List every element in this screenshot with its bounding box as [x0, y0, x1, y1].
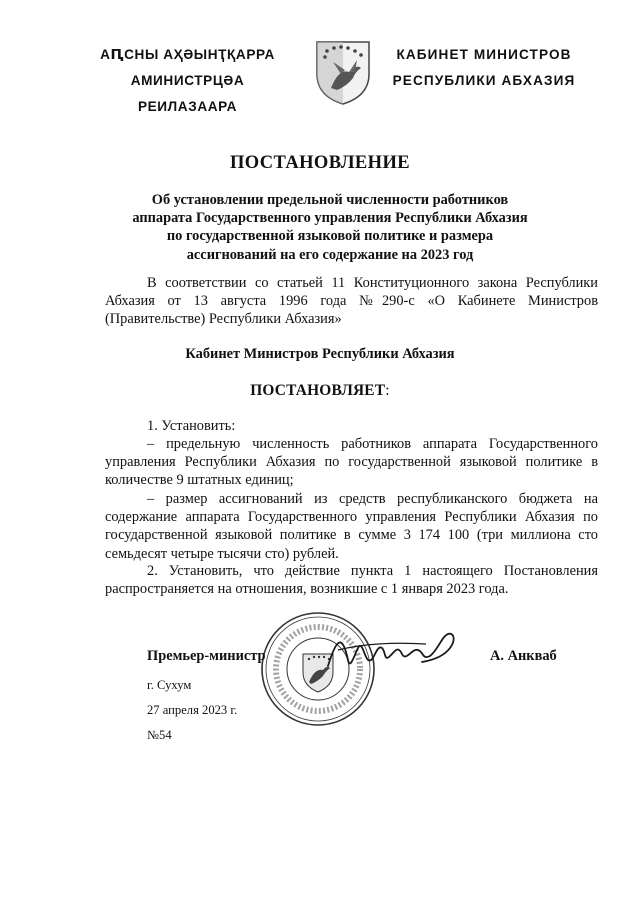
preamble-paragraph: В соответствии со статьей 11 Конституционного закона Республики Абхазия от 13 августа 1996 года №290-с «О Кабинете Министров (Правительстве) Республики Абхазия»: [105, 275, 598, 328]
subject-line: аппарата Государственного управления Республики Абхазия: [132, 210, 528, 227]
issuing-body: Кабинет Министров Республики Абхазия: [185, 346, 455, 362]
signatory-name: А. Анкваб: [490, 648, 557, 664]
item-1: 1. Установить:: [147, 418, 236, 434]
signing-date: 27 апреля 2023 г.: [147, 703, 238, 717]
header-abkhaz-title: [80, 42, 295, 120]
item-1b: – размер ассигнований из средств республиканского бюджета на содержание аппарата Государственного управления Республики Абхазия по государственной языковой политике в сумме 3 174 100 (три миллиона сто семьдесят четыре тысячи сто) рублей.: [105, 491, 598, 562]
handwritten-signature-icon: [322, 626, 467, 680]
document-subject: [100, 191, 560, 264]
header-right-line2: РЕСПУБЛИКИ АБХАЗИЯ: [392, 73, 576, 88]
decree-word: [0, 382, 640, 400]
header-right-line1: КАБИНЕТ МИНИСТРОВ: [396, 47, 572, 62]
document-number: №54: [147, 728, 172, 742]
decree-colon: :: [385, 382, 390, 399]
item-1a: – предельную численность работников аппарата Государственного управления Республики Абхазия по государственной языковой политике в количестве 9 штатных единиц;: [105, 436, 598, 489]
signatory-position: Премьер-министр: [147, 648, 266, 664]
subject-line: Об установлении предельной численности работников: [151, 192, 509, 208]
subject-line: по государственной языковой политике и размера: [166, 228, 494, 245]
header-left-line2: АМИНИСТРЦӘА РЕИЛАЗААРА: [130, 73, 245, 114]
header-russian-title: [384, 42, 584, 94]
header-left-line1: АԤСНЫ АҲӘЫНҬҚАРРА: [100, 47, 275, 62]
abkhazia-coat-of-arms-icon: [311, 38, 375, 106]
decree-word-text: ПОСТАНОВЛЯЕТ: [250, 382, 386, 399]
subject-line: ассигнований на его содержание на 2023 год: [186, 246, 474, 263]
document-title: ПОСТАНОВЛЕНИЕ: [229, 153, 410, 173]
item-2: 2. Установить, что действие пункта 1 настоящего Постановления распространяется на отношения, возникшие с 1 января 2023 года.: [105, 563, 598, 598]
place-of-signing: г. Сухум: [147, 678, 192, 692]
